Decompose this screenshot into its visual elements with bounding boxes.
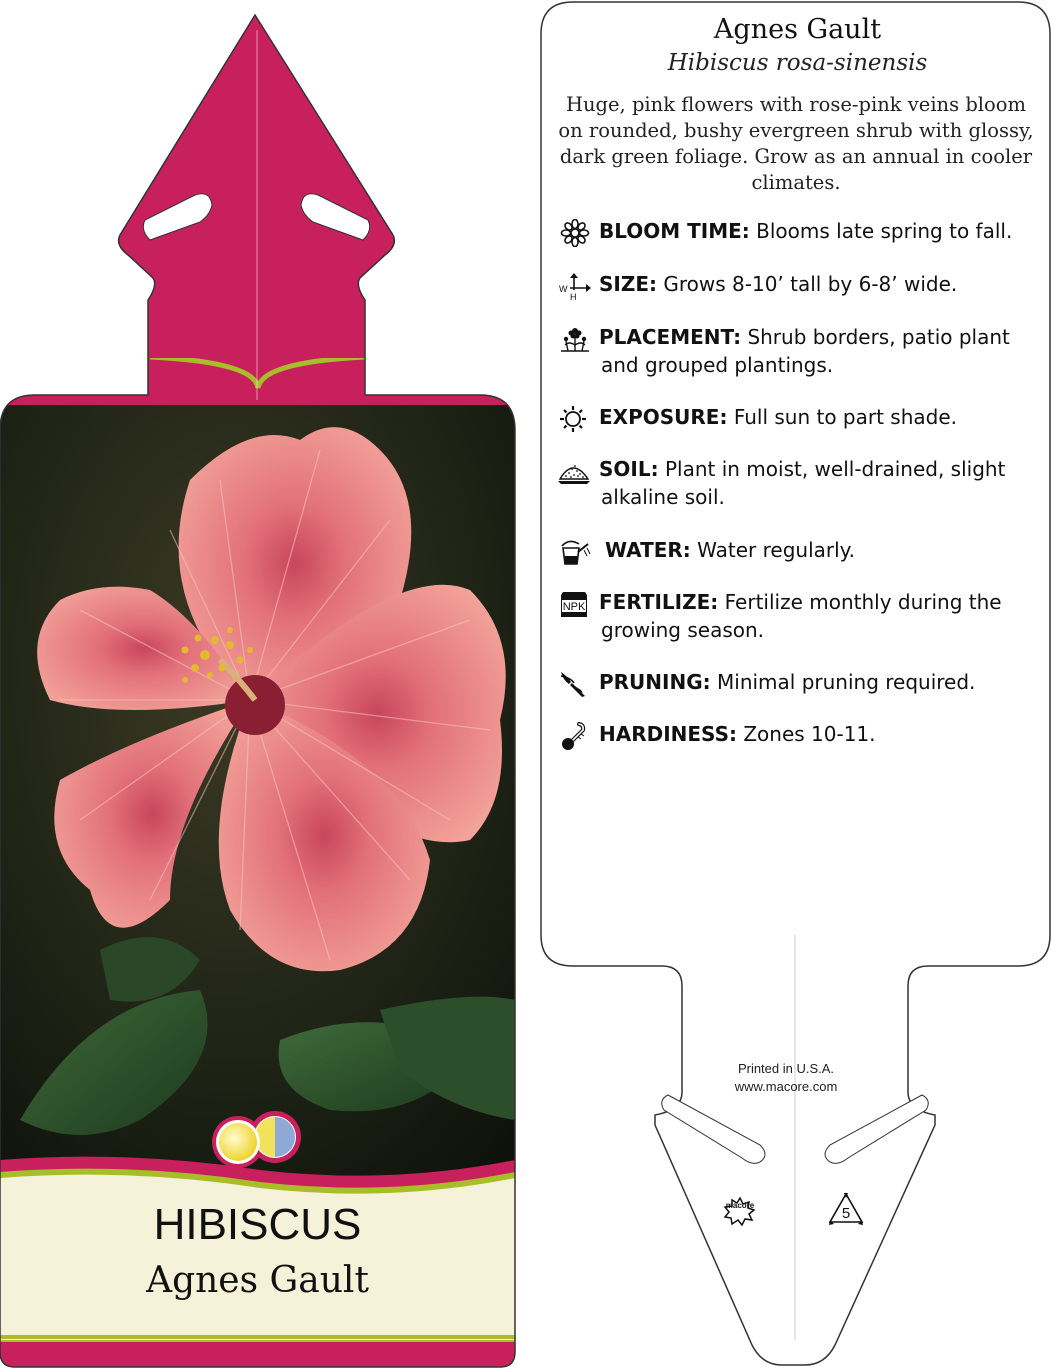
flower-group-icon [557,325,593,353]
size-icon-h: H [570,292,577,300]
care-text-cont: and grouped plantings. [601,353,834,377]
care-text-cont: alkaline soil. [601,485,725,509]
care-label: PRUNING: [599,670,711,694]
common-name: HIBISCUS [153,1200,362,1249]
recycle-code: 5 [841,1205,851,1222]
care-label: SIZE: [599,272,658,296]
care-text-cont: growing season. [601,618,765,642]
flower-icon [557,219,593,247]
printed-in: Printed in U.S.A. [737,1061,835,1076]
npk-text: NPK [562,601,586,613]
fertilizer-bag-icon [557,590,593,618]
logo-text: macore [725,1201,755,1210]
care-label: EXPOSURE: [599,405,728,429]
care-text: Shrub borders, patio plant [747,325,1010,349]
printed-info [686,1060,886,1096]
soil-mound-icon [557,457,593,485]
care-text: Grows 8-10’ tall by 6-8’ wide. [663,272,958,296]
care-label: WATER: [605,538,691,562]
size-arrows-icon [557,272,593,300]
care-label: SOIL: [599,457,659,481]
plant-title: Agnes Gault [713,14,882,45]
care-text: Blooms late spring to fall. [756,219,1013,243]
variety-name: Agnes Gault [146,1260,369,1301]
care-label: HARDINESS: [599,722,737,746]
care-text: Minimal pruning required. [717,670,976,694]
front-tag [0,0,515,1369]
care-text: Fertilize monthly during the [724,590,1002,614]
care-label: FERTILIZE: [599,590,719,614]
botanical-name: Hibiscus rosa-sinensis [667,50,928,76]
care-text: Full sun to part shade. [733,405,958,429]
sun-exposure-icons [212,1111,301,1168]
size-icon-w: W [559,284,568,294]
watering-can-icon [557,538,593,566]
care-label: BLOOM TIME: [599,219,750,243]
plant-description: Huge, pink flowers with rose-pink veins bloom on rounded, bushy evergreen shrub with glossy, dark green foliage. Grow as an annual in cooler climates. [558,93,1034,194]
care-text: Plant in moist, well-drained, slight [664,457,1006,481]
care-text: Zones 10-11. [743,722,876,746]
recycle-symbol-icon [825,1190,867,1230]
sun-icon [557,405,593,433]
thermometer-icon [557,722,593,750]
pruners-icon [557,670,593,698]
care-text: Water regularly. [697,538,856,562]
care-label: PLACEMENT: [599,325,742,349]
website: www.macore.com [734,1079,838,1094]
full-sun-icon [216,1120,260,1164]
hibiscus-photo [0,390,515,1190]
macore-logo-icon [714,1190,766,1230]
part-shade-icon [254,1116,296,1158]
